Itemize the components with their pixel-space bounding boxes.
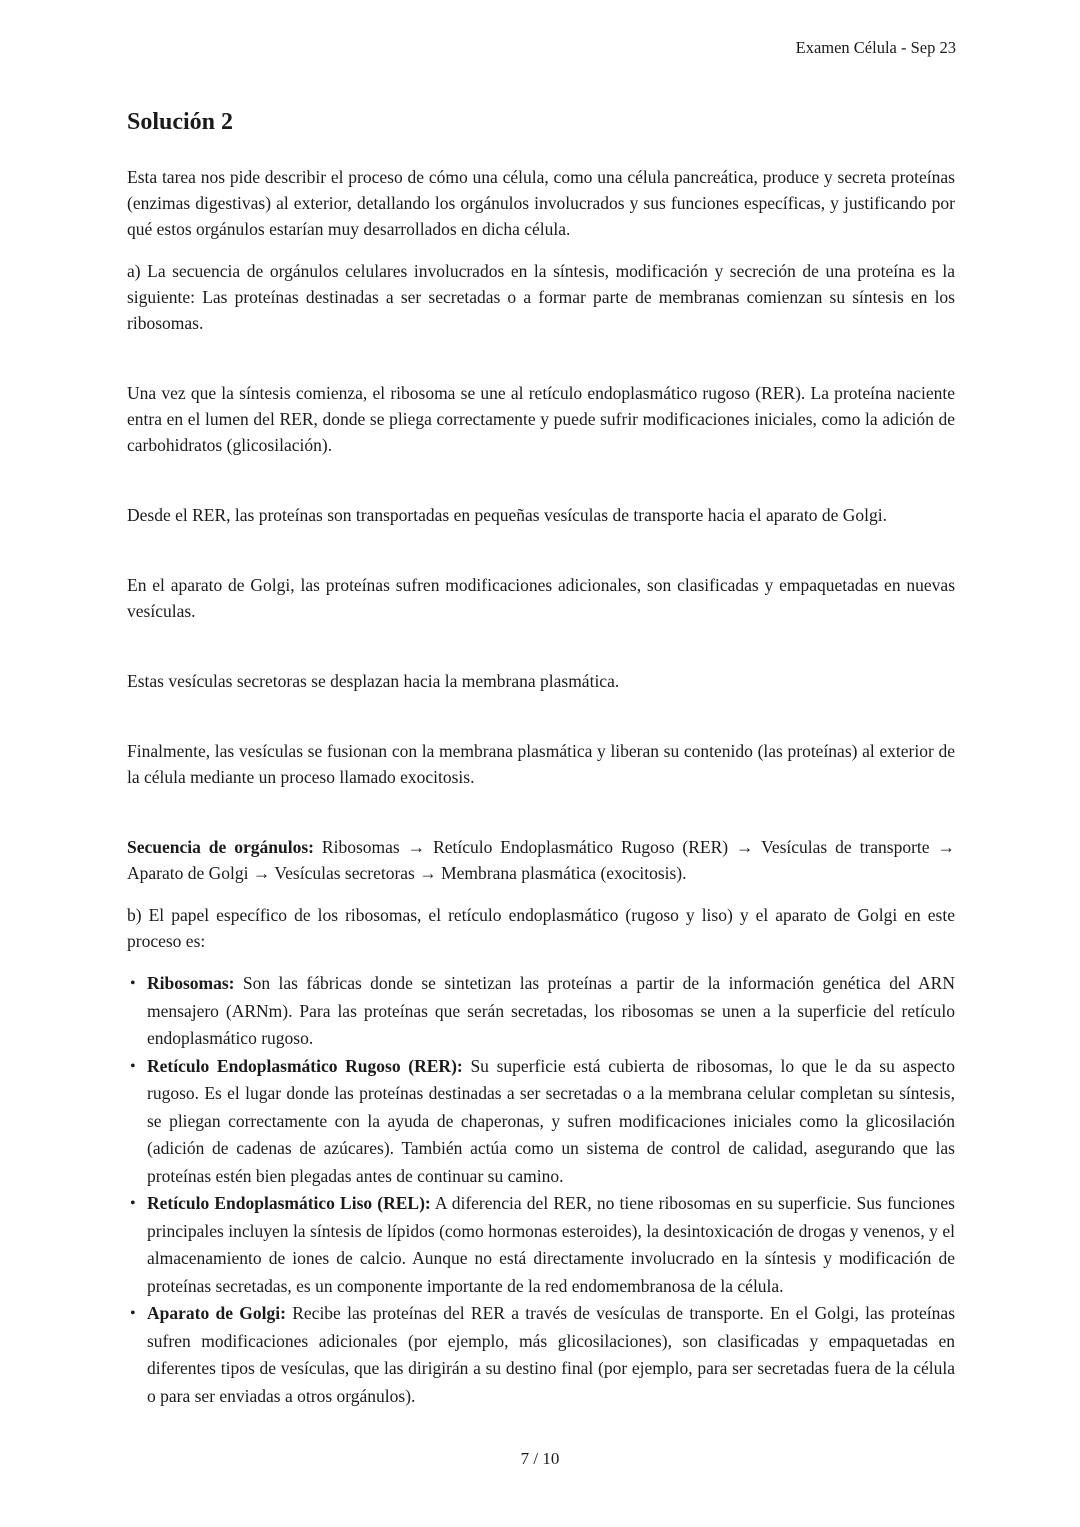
organelle-term: Retículo Endoplasmático Liso (REL):: [147, 1193, 431, 1213]
organelle-term: Retículo Endoplasmático Rugoso (RER):: [147, 1055, 463, 1076]
sequence-label: Secuencia de orgánulos:: [127, 837, 314, 857]
intro-paragraph: Esta tarea nos pide describir el proceso de cómo una célula, como una célula pancreática, produce y secreta proteínas (enzimas digestivas) al exterior, detallando los orgánulos involucrados y sus funciones específicas, y justificando por qué estos orgánulos estarían muy desarrollados en dicha célula.: [127, 167, 955, 239]
page-footer: [0, 1449, 1080, 1469]
document-content: [127, 108, 955, 1410]
list-item-rer: [127, 1053, 955, 1191]
organelle-description: Recibe las proteínas del RER a través de vesículas de transporte. En el Golgi, las proteínas sufren modificaciones adicionales (por ejemplo, más glicosilaciones), son clasificadas y empaquetadas en diferentes tipos de vesículas, que las dirigirán a su destino final (por ejemplo, para ser secretadas fuera de la célula o para ser enviadas a otros orgánulos).: [147, 1303, 956, 1406]
header-text: Examen Célula - Sep 23: [795, 38, 956, 57]
step-paragraph-2: Desde el RER, las proteínas son transportadas en pequeñas vesículas de transporte hacia el aparato de Golgi.: [127, 505, 888, 525]
organelle-description: Su superficie está cubierta de ribosomas, lo que le da su aspecto rugoso. Es el lugar donde las proteínas destinadas a ser secretadas o a la membrana celular completan su síntesis, se pliegan correctamente con la ayuda de chaperonas, y sufren modificaciones iniciales como la glicosilación (adición de cadenas de azúcares). También actúa como un sistema de control de calidad, asegurando que las proteínas estén bien plegadas antes de continuar su camino.: [147, 1055, 955, 1186]
organelle-description: Son las fábricas donde se sintetizan las proteínas a partir de la información genética del ARN mensajero (ARNm). Para las proteínas que serán secretadas, los ribosomas se unen a la superficie del retículo endoplasmático rugoso.: [147, 973, 955, 1048]
page-header: [0, 0, 1080, 58]
organelle-description: A diferencia del RER, no tiene ribosomas en su superficie. Sus funciones principales incluyen la síntesis de lípidos (como hormonas esteroides), la desintoxicación de drogas y venenos, y el almacenamiento de iones de calcio. Aunque no está directamente involucrado en la síntesis y modificación de proteínas secretadas, es un componente importante de la red endomembranosa de la célula.: [147, 1193, 955, 1296]
organelle-term: Aparato de Golgi:: [147, 1303, 286, 1323]
organelle-term: Ribosomas:: [147, 973, 235, 993]
part-a-paragraph: a) La secuencia de orgánulos celulares involucrados en la síntesis, modificación y secreción de una proteína es la siguiente: Las proteínas destinadas a ser secretadas o a formar parte de membranas comienzan su síntesis en los ribosomas.: [127, 261, 955, 333]
step-paragraph-4: Estas vesículas secretoras se desplazan hacia la membrana plasmática.: [127, 671, 620, 691]
organelle-list: [127, 970, 955, 1410]
section-title: Solución 2: [127, 109, 234, 135]
page-number: 7 / 10: [520, 1449, 560, 1468]
step-paragraph-3: En el aparato de Golgi, las proteínas sufren modificaciones adicionales, son clasificadas y empaquetadas en nuevas vesículas.: [127, 575, 955, 621]
list-item-rel: [127, 1190, 955, 1300]
sequence-paragraph: [127, 834, 955, 886]
part-b-paragraph: b) El papel específico de los ribosomas, el retículo endoplasmático (rugoso y liso) y el aparato de Golgi en este proceso es:: [127, 905, 955, 951]
sequence-text: Ribosomas → Retículo Endoplasmático Rugoso (RER) → Vesículas de transporte → Aparato de Golgi → Vesículas secretoras → Membrana plasmática (exocitosis).: [127, 837, 955, 883]
step-paragraph-1: Una vez que la síntesis comienza, el ribosoma se une al retículo endoplasmático rugoso (RER). La proteína naciente entra en el lumen del RER, donde se pliega correctamente y puede sufrir modificaciones iniciales, como la adición de carbohidratos (glicosilación).: [127, 383, 955, 455]
list-item-golgi: [127, 1300, 955, 1410]
list-item-ribosomas: [127, 970, 955, 1053]
step-paragraph-5: Finalmente, las vesículas se fusionan con la membrana plasmática y liberan su contenido (las proteínas) al exterior de la célula mediante un proceso llamado exocitosis.: [127, 741, 955, 787]
